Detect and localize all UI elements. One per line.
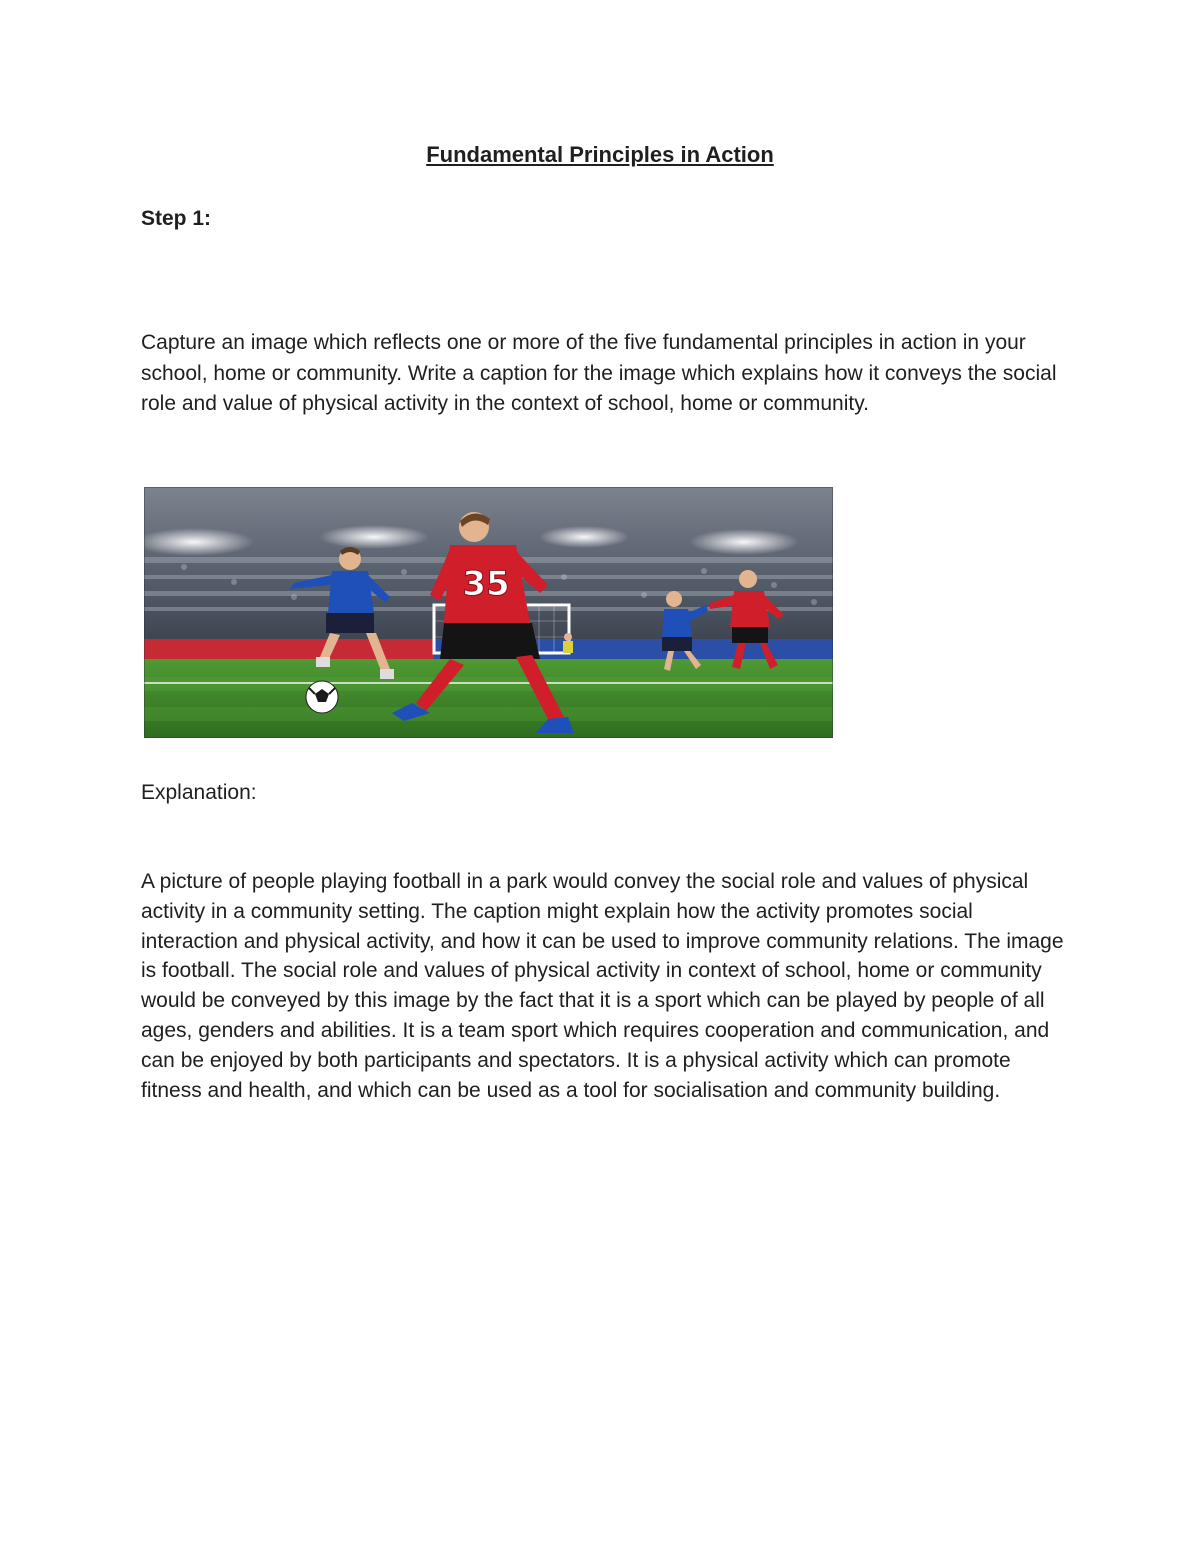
jersey-number: 35 <box>462 564 510 604</box>
instruction-paragraph: Capture an image which reflects one or more of the five fundamental principles in action in your school, home or community. Write a caption for the image which explains how it conveys the social role and value of physical activity in the context of school, home or community. <box>141 331 1057 415</box>
document-title: Fundamental Principles in Action <box>426 142 774 167</box>
step-label: Step 1: <box>141 207 212 230</box>
explanation-label: Explanation: <box>141 781 257 804</box>
football-photo <box>144 487 833 738</box>
explanation-paragraph: A picture of people playing football in a park would convey the social role and values of physical activity in a community setting. The caption might explain how the activity promotes social interaction and physical activity, and how it can be used to improve community relations. The image is football. The social role and values of physical activity in context of school, home or community would be conveyed by this image by the fact that it is a sport which can be played by people of all ages, genders and abilities. It is a team sport which requires cooperation and communication, and can be enjoyed by both participants and spectators. It is a physical activity which can promote fitness and health, and which can be used as a tool for socialisation and community building. <box>141 870 1064 1102</box>
